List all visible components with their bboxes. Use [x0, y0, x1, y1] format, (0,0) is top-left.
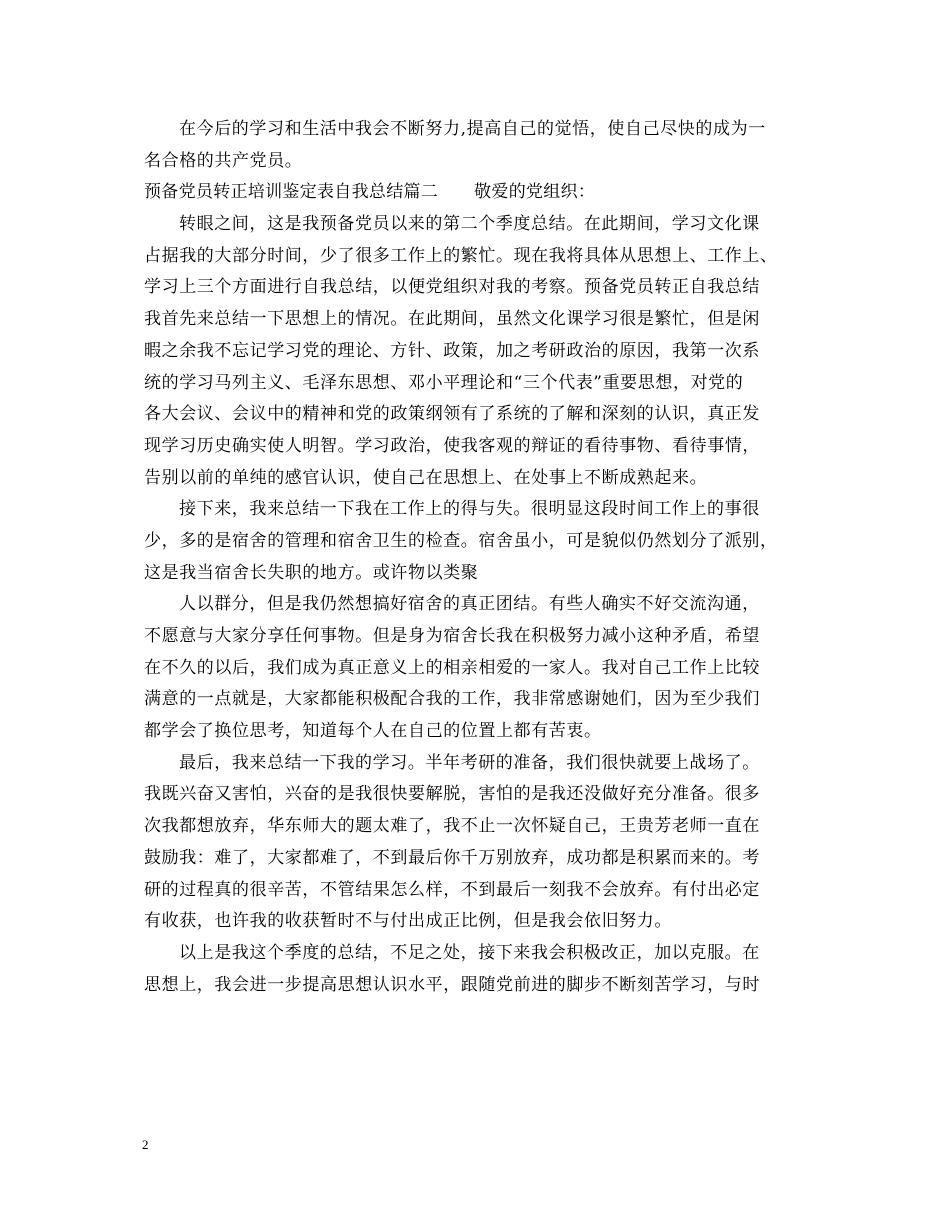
- line-text: 次我都想放弃，华东师大的题太难了，我不止一次怀疑自己，王贵芳老师一直在: [144, 816, 760, 837]
- line-text: 鼓励我：难了，大家都难了，不到最后你千万别放弃，成功都是积累而来的。考: [144, 847, 760, 868]
- line-text: 学习上三个方面进行自我总结，以便党组织对我的考察。预备党员转正自我总结: [144, 277, 760, 298]
- line-text: 接下来，我来总结一下我在工作上的得与失。很明显这段时间工作上的事很: [179, 499, 760, 520]
- text-line: [144, 431, 812, 463]
- line-text: 以上是我这个季度的总结，不足之处，接下来我会积极改正，加以克服。在: [179, 942, 760, 963]
- text-line: [144, 779, 812, 811]
- text-line: [144, 336, 812, 368]
- section-heading-line: [144, 177, 812, 209]
- text-line: [144, 241, 812, 273]
- text-line: [144, 748, 812, 780]
- line-text: 名合格的共产党员。: [144, 150, 303, 171]
- text-line: [144, 906, 812, 938]
- text-line: [144, 716, 812, 748]
- text-line: [144, 875, 812, 907]
- line-text: 各大会议、会议中的精神和党的政策纲领有了系统的了解和深刻的认识，真正发: [144, 404, 760, 425]
- line-text: 最后，我来总结一下我的学习。半年考研的准备，我们很快就要上战场了。: [179, 752, 760, 773]
- section-heading: 预备党员转正培训鉴定表自我总结篇二: [144, 182, 439, 203]
- line-text: 这是我当宿舍长失职的地方。或许物以类聚: [144, 562, 479, 583]
- text-line: [144, 843, 812, 875]
- line-text: 告别以前的单纯的感官认识，使自己在思想上、在处事上不断成熟起来。: [144, 467, 708, 488]
- line-text: 在不久的以后，我们成为真正意义上的相亲相爱的一家人。我对自己工作上比较: [144, 657, 760, 678]
- page-number: 2: [142, 1137, 149, 1152]
- line-text: 思想上，我会进一步提高思想认识水平，跟随党前进的脚步不断刻苦学习，与时: [144, 974, 760, 995]
- text-line: [144, 684, 812, 716]
- line-text: 暇之余我不忘记学习党的理论、方针、政策，加之考研政治的原因，我第一次系: [144, 340, 760, 361]
- line-text: 都学会了换位思考，知道每个人在自己的位置上都有苦衷。: [144, 721, 602, 742]
- line-text: 现学习历史确实使人明智。学习政治，使我客观的辩证的看待事物、看待事情，: [144, 435, 760, 456]
- text-line: [144, 558, 812, 590]
- text-line: [144, 209, 812, 241]
- text-line: [144, 368, 812, 400]
- line-text: 统的学习马列主义、毛泽东思想、邓小平理论和“三个代表”重要思想，对党的: [144, 372, 744, 393]
- text-line: [144, 463, 812, 495]
- salutation: 敬爱的党组织：: [474, 182, 596, 203]
- line-text: 有收获，也许我的收获暂时不与付出成正比例，但是我会依旧努力。: [144, 911, 672, 932]
- text-line: [144, 304, 812, 336]
- line-text: 少，多的是宿舍的管理和宿舍卫生的检查。宿舍虽小，可是貌似仍然划分了派别，: [144, 530, 778, 551]
- text-line: [144, 653, 812, 685]
- text-line: [144, 811, 812, 843]
- line-text: 我首先来总结一下思想上的情况。在此期间，虽然文化课学习很是繁忙，但是闲: [144, 309, 760, 330]
- text-line: [144, 146, 812, 178]
- line-text: 占据我的大部分时间，少了很多工作上的繁忙。现在我将具体从思想上、工作上、: [144, 245, 778, 266]
- document-body: [144, 114, 812, 1001]
- line-text: 不愿意与大家分享任何事物。但是身为宿舍长我在积极努力减小这种矛盾，希望: [144, 626, 760, 646]
- line-text: 满意的一点就是，大家都能积极配合我的工作，我非常感谢她们，因为至少我们: [144, 689, 760, 710]
- line-text: 在今后的学习和生活中我会不断努力,提高自己的觉悟，使自己尽快的成为一: [179, 119, 766, 139]
- text-line: [144, 494, 812, 526]
- text-line: [144, 526, 812, 558]
- text-line: [144, 589, 812, 621]
- text-line: [144, 970, 812, 1002]
- line-text: 转眼之间，这是我预备党员以来的第二个季度总结。在此期间，学习文化课: [179, 214, 760, 235]
- line-text: 人以群分，但是我仍然想搞好宿舍的真正团结。有些人确实不好交流沟通，: [179, 594, 760, 615]
- line-text: 研的过程真的很辛苦，不管结果怎么样，不到最后一刻我不会放弃。有付出必定: [144, 879, 760, 900]
- text-line: [144, 621, 812, 653]
- line-text: 我既兴奋又害怕，兴奋的是我很快要解脱，害怕的是我还没做好充分准备。很多: [144, 784, 760, 805]
- text-line: [144, 938, 812, 970]
- text-line: [144, 399, 812, 431]
- text-line: [144, 114, 812, 146]
- text-line: [144, 272, 812, 304]
